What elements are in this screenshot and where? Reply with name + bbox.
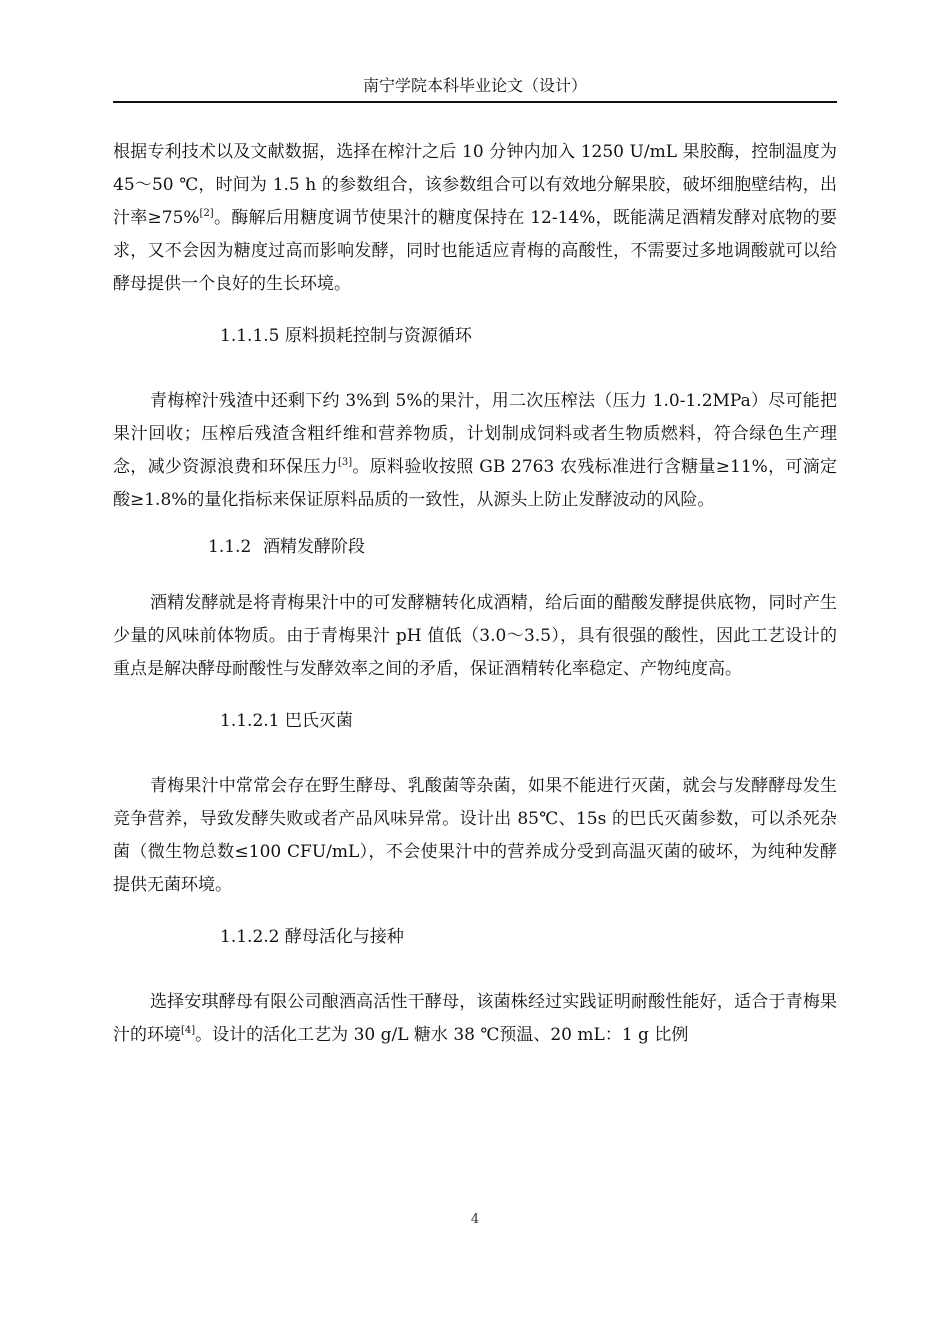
paragraph-text: 青梅果汁中常常会存在野生酵母、乳酸菌等杂菌，如果不能进行灭菌，就会与发酵酵母发生竞争营养，导致发酵失败或者产品风味异常。设计出 85℃、15s 的巴氏灭菌参数，可以杀死杂菌（微生物总数≤100 CFU/mL），不会使果汁中的营养成分受到高温灭菌的破坏，为纯种发酵提供无菌环境。 [113,776,837,895]
page-number: 4 [470,1212,480,1227]
section-heading-1115: 1.1.1.5 原料损耗控制与资源循环 [220,326,472,346]
citation-ref: [4] [181,1025,196,1036]
paragraph-text: 。酶解后用糖度调节使果汁的糖度保持在 12-14%，既能满足酒精发酵对底物的要求，又不会因为糖度过高而影响发酵，同时也能适应青梅的高酸性，不需要过多地调酸就可以给酵母提供一个良好的生长环境。 [113,208,837,294]
section-title: 酒精发酵阶段 [263,537,365,557]
paragraph-pasteurization [113,770,837,902]
section-heading-112 [113,531,837,564]
document-body [113,136,837,1052]
paragraph-text: 青梅榨汁残渣中还剩下约 3%到 5%的果汁，用二次压榨法（压力 1.0-1.2MPa）尽可能把果汁回收；压榨后残渣含粗纤维和营养物质，计划制成饲料或者生物质燃料，符合绿色生产理念，减少资源浪费和环保压力 [113,391,837,477]
paragraph-text: 。设计的活化工艺为 30 g/L 糖水 38 ℃预温、20 mL：1 g 比例 [195,1025,689,1045]
paragraph-enzymolysis [113,136,837,301]
paragraph-alcohol-fermentation [113,587,837,686]
page-header: 南宁学院本科毕业论文（设计） [362,76,587,95]
paragraph-text: 选择安琪酵母有限公司酿酒高活性干酵母，该菌株经过实践证明耐酸性能好，适合于青梅果汁的环境 [113,992,837,1045]
header-rule [113,101,837,103]
paragraph-text: 根据专利技术以及文献数据，选择在榨汁之后 10 分钟内加入 1250 U/mL 果胶酶，控制温度为 45～50 ℃，时间为 1.5 h 的参数组合，该参数组合可以有效地分解果胶，破坏细胞壁结构，出汁率≥75% [113,142,837,228]
paragraph-text: 。原料验收按照 GB 2763 农残标准进行含糖量≥11%，可滴定酸≥1.8%的量化指标来保证原料品质的一致性，从源头上防止发酵波动的风险。 [113,457,837,510]
paragraph-text: 酒精发酵就是将青梅果汁中的可发酵糖转化成酒精，给后面的醋酸发酵提供底物，同时产生少量的风味前体物质。由于青梅果汁 pH 值低（3.0～3.5），具有很强的酸性，因此工艺设计的重点是解决酵母耐酸性与发酵效率之间的矛盾，保证酒精转化率稳定、产物纯度高。 [113,593,837,679]
section-number: 1.1.2 [208,537,252,557]
paragraph-yeast-activation [113,986,837,1052]
citation-ref: [2] [199,208,214,219]
citation-ref: [3] [337,457,353,468]
section-heading-1122: 1.1.2.2 酵母活化与接种 [220,927,404,947]
paragraph-residue [113,385,837,517]
section-heading-1121: 1.1.2.1 巴氏灭菌 [220,711,353,731]
